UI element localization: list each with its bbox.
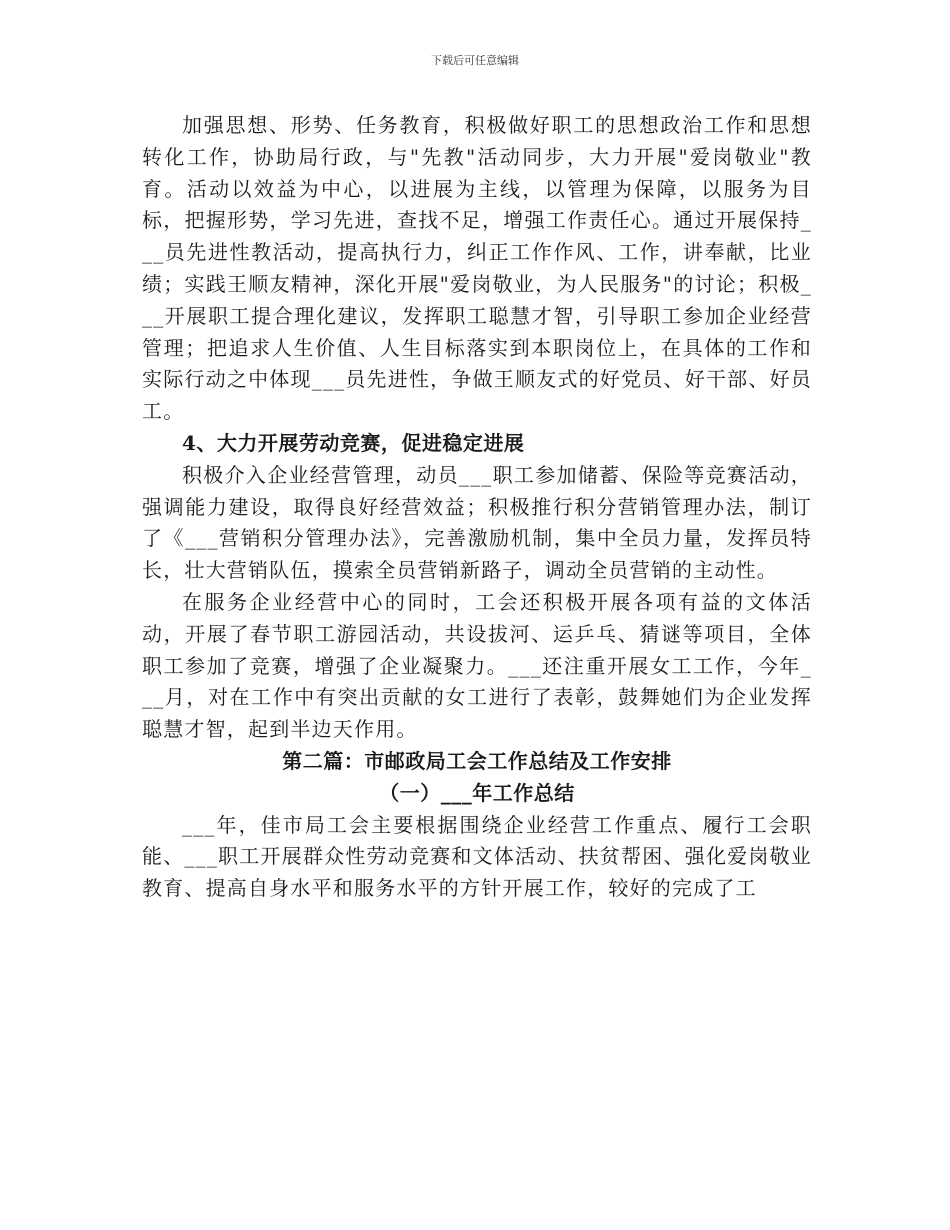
- paragraph-cultural-activities: 在服务企业经营中心的同时，工会还积极开展各项有益的文体活动，开展了春节职工游园活动，共设拔河、运乒乓、猜谜等项目，全体职工参加了竞赛，增强了企业凝聚力。___还注重开展女工工作，今年___月，对在工作中有突出贡献的女工进行了表彰，鼓舞她们为企业发挥聪慧才智，起到半边天作用。: [142, 589, 812, 742]
- paragraph-business-participation: 积极介入企业经营管理，动员___职工参加储蓄、保险等竞赛活动，强调能力建设，取得良好经营效益；积极推行积分营销管理办法，制订了《___营销积分管理办法》，完善激励机制，集中全员力量，发挥员特长，壮大营销队伍，摸索全员营销新路子，调动全员营销的主动性。: [142, 462, 812, 583]
- document-body: [142, 110, 812, 905]
- paragraph-annual-summary: ___年，佳市局工会主要根据围绕企业经营工作重点、履行工会职能、___职工开展群众性劳动竞赛和文体活动、扶贫帮困、强化爱岗敬业教育、提高自身水平和服务水平的方针开展工作，较好的完成了工: [142, 812, 812, 901]
- page-header-note: 下载后可任意编辑: [431, 54, 519, 67]
- subsection-title: （一）___年工作总结: [379, 780, 575, 805]
- paragraph-ideological-education: 加强思想、形势、任务教育，积极做好职工的思想政治工作和思想转化工作，协助局行政，与"先教"活动同步，大力开展"爱岗敬业"教育。活动以效益为中心，以进展为主线，以管理为保障，以服务为目标，把握形势，学习先进，查找不足，增强工作责任心。通过开展保持___员先进性教活动，提高执行力，纠正工作作风、工作，讲奉献，比业绩；实践王顺友精神，深化开展"爱岗敬业，为人民服务"的讨论；积极___开展职工提合理化建议，发挥职工聪慧才智，引导职工参加企业经营管理；把追求人生价值、人生目标落实到本职岗位上，在具体的工作和实际行动之中体现___员先进性，争做王顺友式的好党员、好干部、好员工。: [142, 113, 812, 424]
- heading-labor-competition: 4、大力开展劳动竞赛，促进稳定进展: [182, 430, 525, 455]
- section-title: 第二篇：市邮政局工会工作总结及工作安排: [282, 748, 672, 773]
